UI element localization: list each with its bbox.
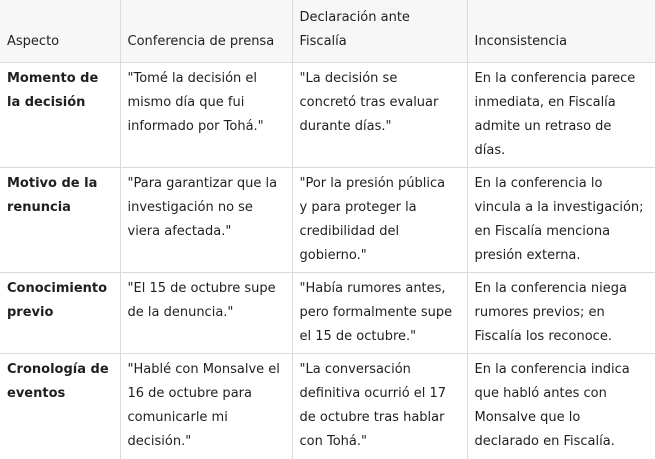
cell-inconsistency: En la conferencia parece inmediata, en Fiscalía admite un retraso de días.	[467, 62, 655, 167]
cell-fiscalia: "La decisión se concretó tras evaluar durante días."	[292, 62, 467, 167]
cell-inconsistency: En la conferencia lo vincula a la investigación; en Fiscalía menciona presión externa.	[467, 167, 655, 272]
cell-aspect: Motivo de la renuncia	[0, 167, 120, 272]
cell-aspect: Momento de la decisión	[0, 62, 120, 167]
table-row	[0, 272, 655, 353]
header-inconsistencia: Inconsistencia	[467, 0, 655, 62]
cell-fiscalia: "Por la presión pública y para proteger la credibilidad del gobierno."	[292, 167, 467, 272]
cell-aspect: Cronología de eventos	[0, 353, 120, 459]
table-row	[0, 167, 655, 272]
table-row	[0, 353, 655, 459]
header-aspecto: Aspecto	[0, 0, 120, 62]
table-row	[0, 62, 655, 167]
header-fiscalia: Declaración ante Fiscalía	[292, 0, 467, 62]
table-header-row	[0, 0, 655, 62]
cell-inconsistency: En la conferencia indica que habló antes con Monsalve que lo declarado en Fiscalía.	[467, 353, 655, 459]
cell-fiscalia: "Había rumores antes, pero formalmente supe el 15 de octubre."	[292, 272, 467, 353]
cell-conference: "Hablé con Monsalve el 16 de octubre para comunicarle mi decisión."	[120, 353, 292, 459]
cell-conference: "El 15 de octubre supe de la denuncia."	[120, 272, 292, 353]
cell-inconsistency: En la conferencia niega rumores previos; en Fiscalía los reconoce.	[467, 272, 655, 353]
header-conferencia: Conferencia de prensa	[120, 0, 292, 62]
cell-aspect: Conocimiento previo	[0, 272, 120, 353]
cell-conference: "Tomé la decisión el mismo día que fui informado por Tohá."	[120, 62, 292, 167]
cell-conference: "Para garantizar que la investigación no se viera afectada."	[120, 167, 292, 272]
cell-fiscalia: "La conversación definitiva ocurrió el 17 de octubre tras hablar con Tohá."	[292, 353, 467, 459]
